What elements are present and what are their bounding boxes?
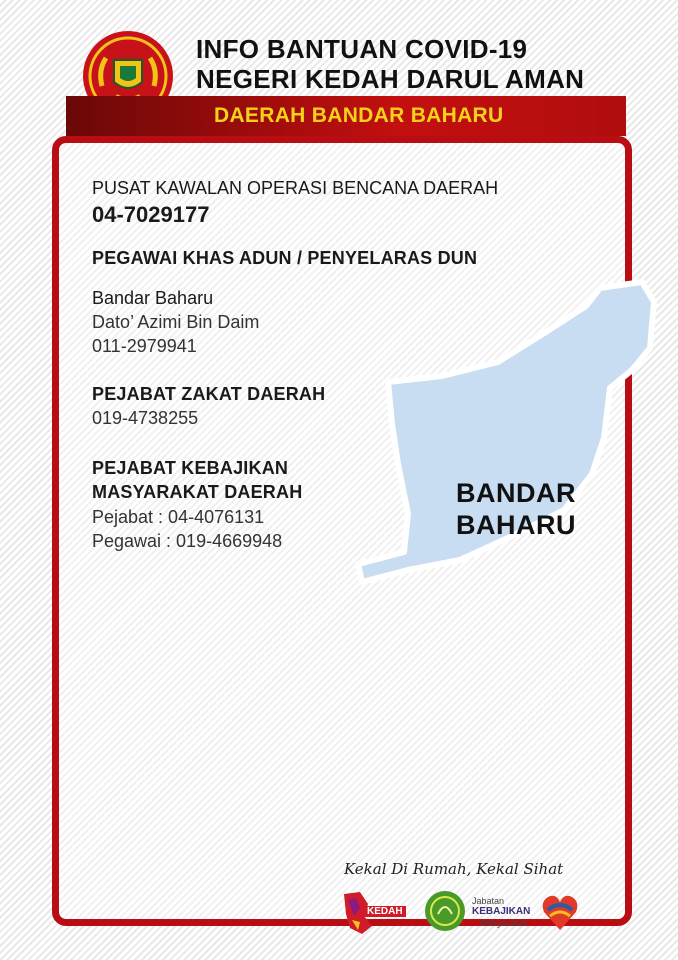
heart-logo: [540, 890, 580, 934]
adun-heading: PEGAWAI KHAS ADUN / PENYELARAS DUN: [92, 248, 478, 268]
pkob-phone: 04-7029177: [92, 202, 210, 227]
district-banner-text: DAERAH BANDAR BAHARU: [214, 104, 504, 127]
title-line-1: INFO BANTUAN COVID-19: [196, 34, 528, 64]
jkm-logo-line-2: KEBAJIKAN: [472, 906, 531, 917]
pkob-label: PUSAT KAWALAN OPERASI BENCANA DAERAH: [92, 178, 499, 198]
zakat-phone: 019-4738255: [92, 408, 199, 428]
kebajikan-officer-phone: Pegawai : 019-4669948: [92, 531, 283, 551]
adun-phone: 011-2979941: [92, 336, 197, 356]
kebajikan-heading-line-1: PEJABAT KEBAJIKAN: [92, 458, 289, 478]
jkm-logo-line-3: Masyarakat: [480, 918, 527, 928]
kebajikan-heading-line-2: MASYARAKAT DAERAH: [92, 482, 303, 502]
zakat-logo: [424, 890, 466, 932]
district-map: [350, 278, 660, 596]
kedah-logo-text: KEDAH: [364, 906, 406, 917]
slogan: Kekal Di Rumah, Kekal Sihat: [344, 860, 564, 878]
jkm-logo-line-1: Jabatan: [472, 896, 505, 906]
zakat-heading: PEJABAT ZAKAT DAERAH: [92, 384, 326, 404]
kebajikan-office-phone: Pejabat : 04-4076131: [92, 507, 265, 527]
title-line-2: NEGERI KEDAH DARUL AMAN: [196, 64, 585, 94]
adun-area: Bandar Baharu: [92, 288, 214, 308]
map-label-line-2: BAHARU: [456, 510, 576, 540]
map-label-line-1: BANDAR: [456, 478, 576, 508]
adun-name: Dato’ Azimi Bin Daim: [92, 312, 260, 332]
